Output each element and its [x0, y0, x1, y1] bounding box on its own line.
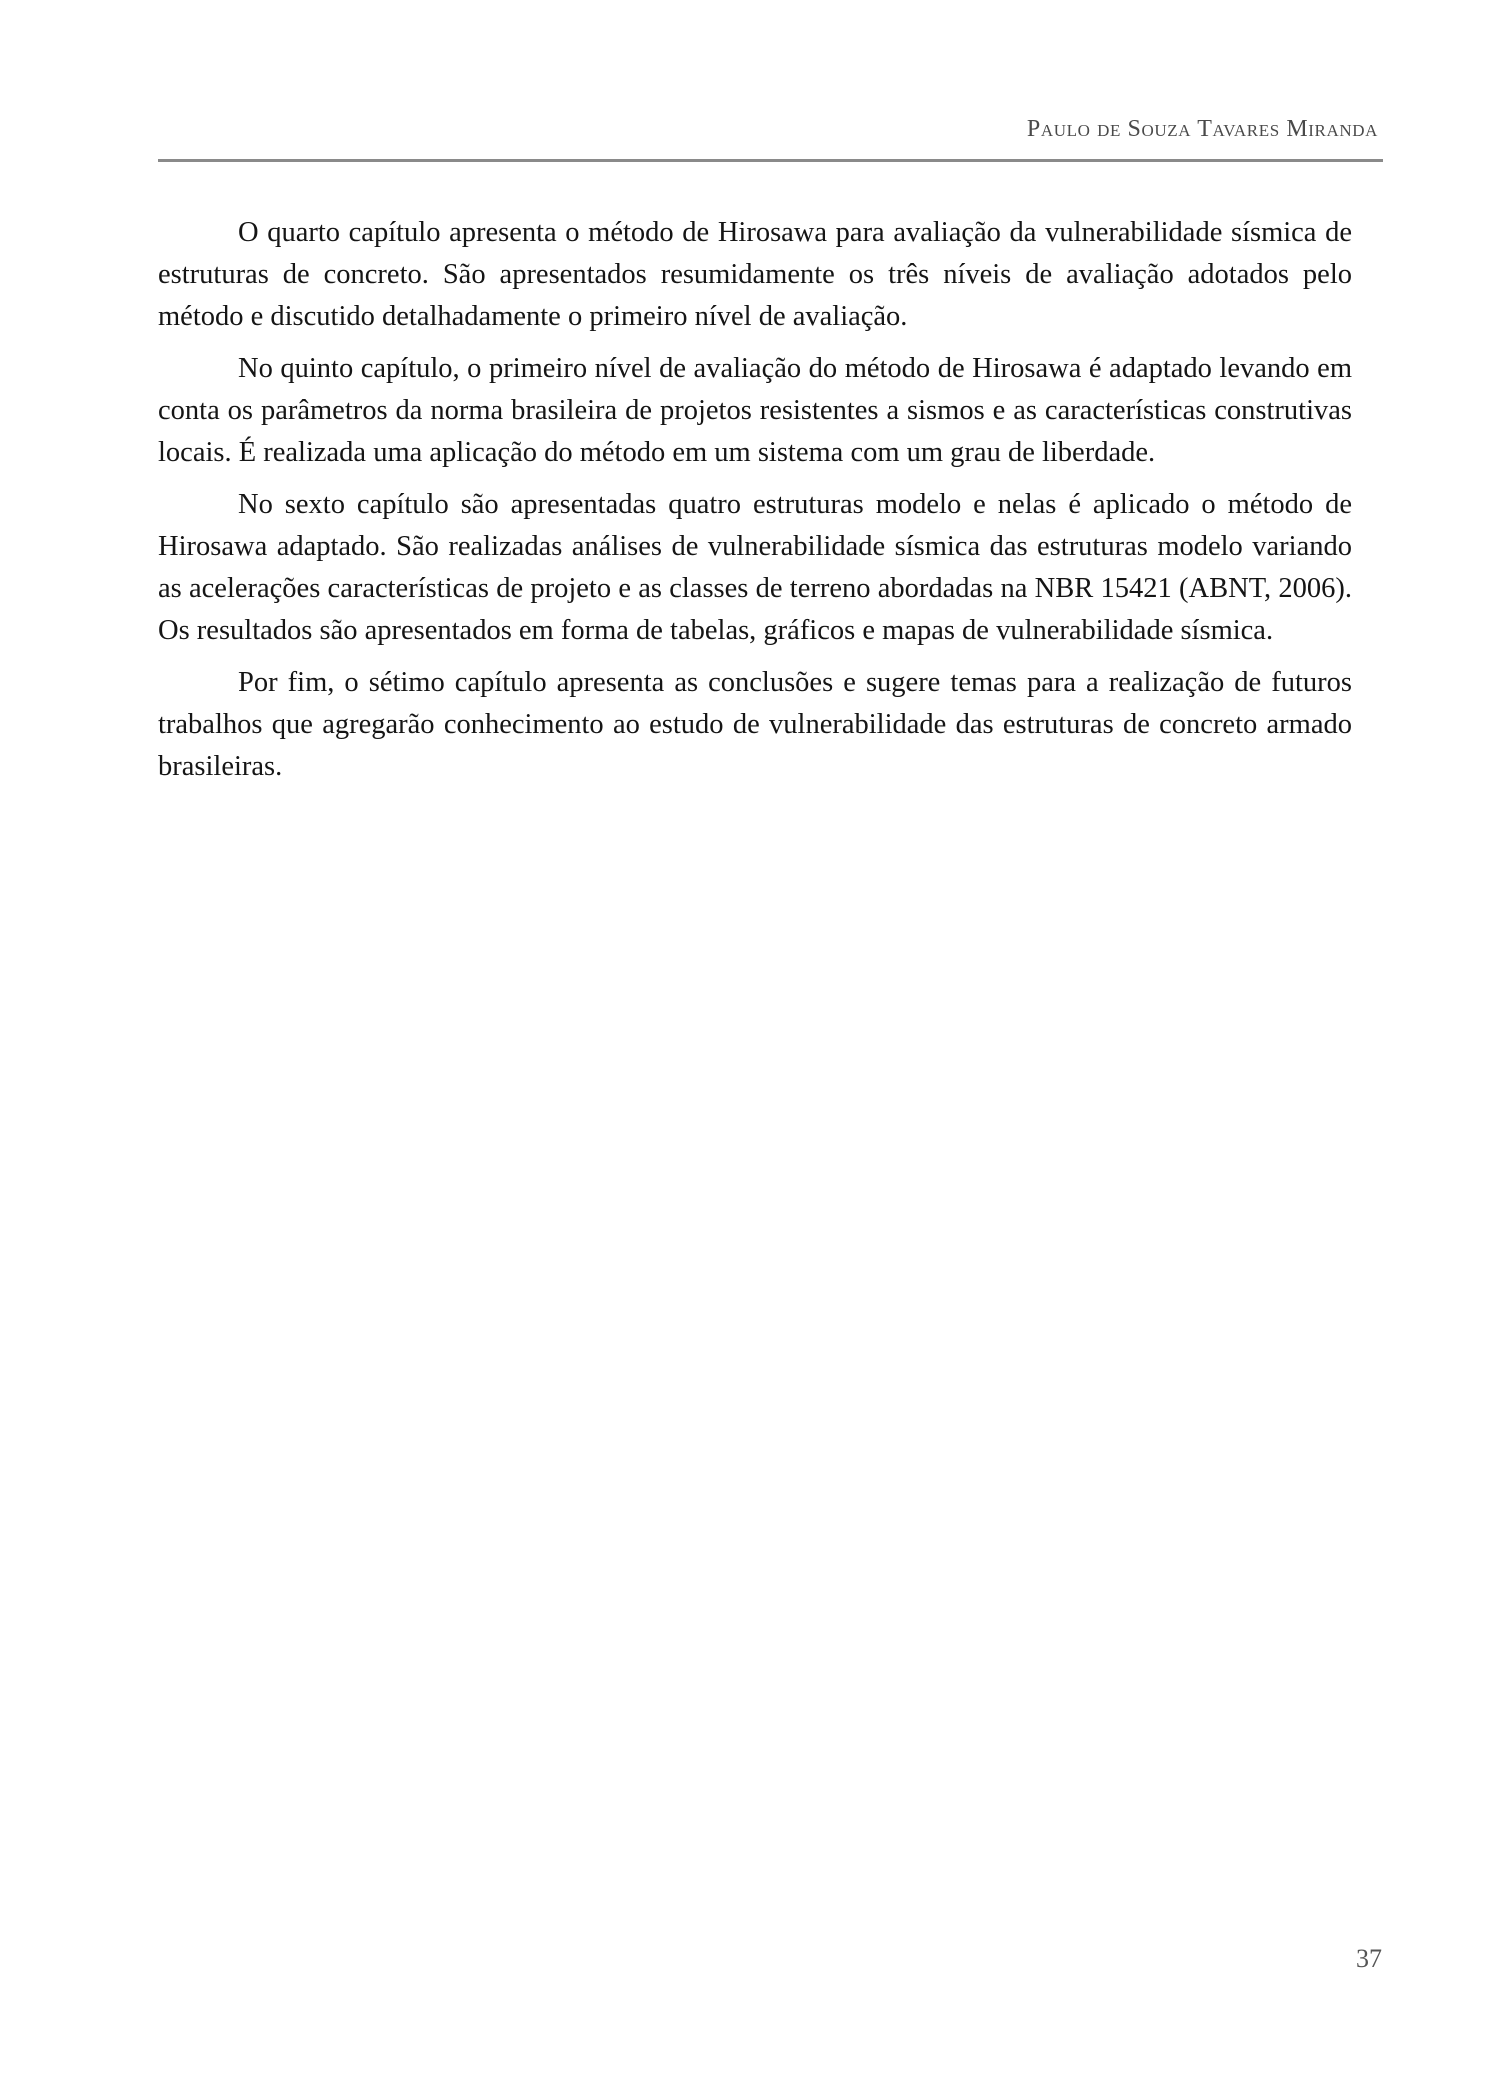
header-rule — [158, 159, 1383, 162]
page-number: 37 — [1356, 1944, 1382, 1973]
body-text — [158, 212, 1352, 798]
paragraph-chapter-four: O quarto capítulo apresenta o método de Hirosawa para avaliação da vulnerabilidade sísmica de estruturas de concreto. São apresentados resumidamente os três níveis de avaliação adotados pelo método e discutido detalhadamente o primeiro nível de avaliação. — [158, 217, 1352, 332]
paragraph-chapter-five: No quinto capítulo, o primeiro nível de avaliação do método de Hirosawa é adaptado levando em conta os parâmetros da norma brasileira de projetos resistentes a sismos e as características construtivas locais. É realizada uma aplicação do método em um sistema com um grau de liberdade. — [158, 353, 1352, 468]
paragraph-chapter-six: No sexto capítulo são apresentadas quatro estruturas modelo e nelas é aplicado o método de Hirosawa adaptado. São realizadas análises de vulnerabilidade sísmica das estruturas modelo variando as acelerações características de projeto e as classes de terreno abordadas na NBR 15421 (ABNT, 2006). Os resultados são apresentados em forma de tabelas, gráficos e mapas de vulnerabilidade sísmica. — [158, 489, 1352, 646]
running-header: Paulo de Souza Tavares Miranda — [1026, 116, 1378, 142]
paragraph-chapter-seven: Por fim, o sétimo capítulo apresenta as conclusões e sugere temas para a realização de futuros trabalhos que agregarão conhecimento ao estudo de vulnerabilidade das estruturas de concreto armado brasileiras. — [158, 667, 1352, 782]
